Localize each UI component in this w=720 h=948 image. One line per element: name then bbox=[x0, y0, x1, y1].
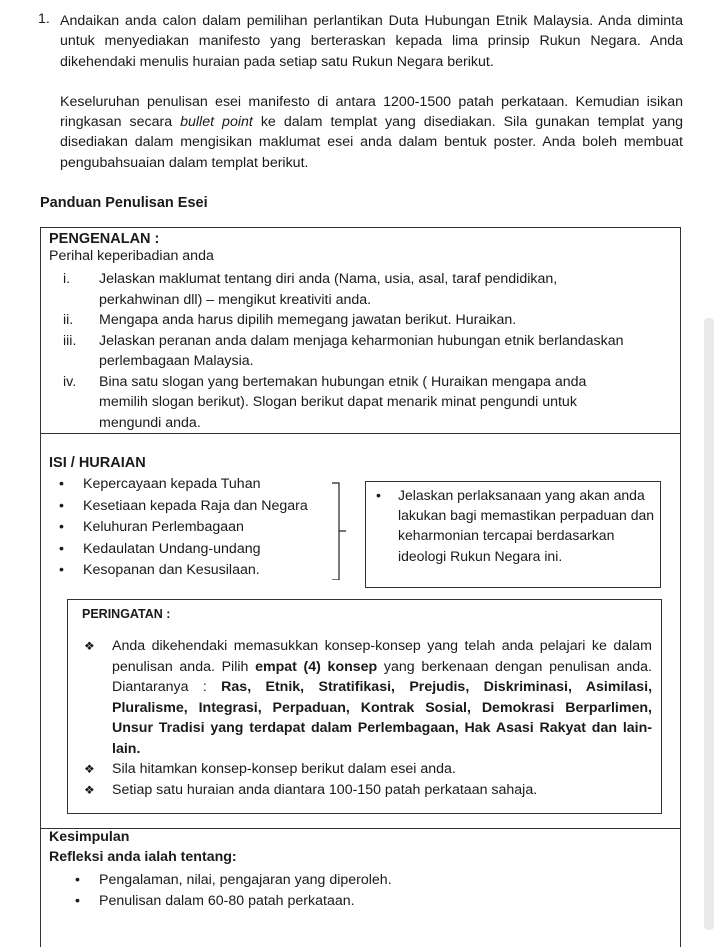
question-1 bbox=[38, 11, 683, 173]
essay-template-table bbox=[40, 227, 681, 947]
intro-section: PENGENALAN : Perihal keperibadian anda i. Jelaskan maklumat tentang diri anda (Nama, usia, asal, taraf pendidikan, perkahwinan dll) – mengikut kreativiti anda. ii. Mengapa anda harus dipilih memegang jawatan berikut. Huraikan. iii. Jelaskan peranan anda dalam menjaga keharmonian hubungan etnik berlandaskan perlembagaan Malaysia. iv. Bina satu slogan yang bertemakan hubungan etnik ( Huraikan mengapa anda memilih slogan berikut). Slogan berikut dapat menarik minat pengundi untuk mengundi anda. bbox=[41, 228, 680, 434]
conclusion-item: • Pengalaman, nilai, pengajaran yang diperoleh. bbox=[71, 870, 392, 891]
conclusion-subtitle: Refleksi anda ialah tentang: bbox=[49, 849, 237, 865]
principles-list bbox=[55, 474, 308, 582]
warning-box: PERINGATAN : ❖ Anda dikehendaki memasukkan konsep-konsep yang telah anda pelajari ke dalam penulisan anda. Pilih empat (4) konsep yang berkenaan dengan penulisan anda. Diantaranya : Ras, Etnik, Stratifikasi, Prejudis, Diskriminasi, Asimilasi, Pluralisme, Integrasi, Perpaduan, Kontrak Sosial, Demokrasi Berparlimen, Unsur Tradisi yang terdapat dalam Perlembagaan, Hak Asasi Rakyat dan lain-lain. ❖ Sila hitamkan konsep-konsep berikut dalam esei anda. ❖ Setiap satu huraian anda diantara 100-150 patah perkataan sahaja. bbox=[67, 599, 662, 814]
question-paragraph-2: Keseluruhan penulisan esei manifesto di antara 1200-1500 patah perkataan. Kemudian isikan ringkasan secara bullet point ke dalam templat yang disediakan. Sila gunakan templat yang disediakan dalam mengisikan maklumat esei anda dalam bentuk poster. Anda boleh membuat pengubahsuaian dalam templat berikut. bbox=[60, 93, 683, 171]
side-note-box bbox=[365, 481, 661, 588]
principle-item: • Kesetiaan kepada Raja dan Negara bbox=[55, 496, 308, 518]
guide-title: Panduan Penulisan Esei bbox=[40, 195, 208, 211]
question-paragraph-1: Andaikan anda calon dalam pemilihan perlantikan Duta Hubungan Etnik Malaysia. Anda diminta untuk menyediakan manifesto yang berteraskan kepada lima prinsip Rukun Negara. Anda dikehendaki menulis huraian pada setiap satu Rukun Negara berikut. bbox=[60, 13, 683, 70]
conclusion-title: Kesimpulan bbox=[49, 829, 130, 845]
conclusion-item: • Penulisan dalam 60-80 patah perkataan. bbox=[71, 891, 392, 912]
side-note-text: Jelaskan perlaksanaan yang akan anda lakukan bagi memastikan perpaduan dan keharmonian tercapai berdasarkan ideologi Rukun Negara ini. bbox=[398, 487, 655, 564]
diamond-bullet-icon: ❖ bbox=[84, 783, 95, 797]
principle-item: • Keluhuran Perlembagaan bbox=[55, 517, 308, 539]
principle-item: • Kedaulatan Undang-undang bbox=[55, 539, 308, 561]
bullet-icon: • bbox=[376, 488, 381, 504]
brace-connector bbox=[331, 482, 347, 580]
diamond-bullet-icon: ❖ bbox=[84, 762, 95, 776]
principle-item: • Kesopanan dan Kesusilaan. bbox=[55, 560, 308, 582]
question-number: 1. bbox=[38, 11, 50, 27]
intro-title: PENGENALAN : bbox=[49, 231, 160, 247]
principle-item: • Kepercayaan kepada Tuhan bbox=[55, 474, 308, 496]
warning-title: PERINGATAN : bbox=[82, 607, 171, 621]
conclusion-section bbox=[41, 828, 680, 948]
conclusion-list bbox=[71, 870, 392, 912]
scrollbar[interactable] bbox=[704, 318, 714, 930]
diamond-bullet-icon: ❖ bbox=[84, 639, 95, 653]
intro-subtitle: Perihal keperibadian anda bbox=[49, 248, 214, 264]
body-title: ISI / HURAIAN bbox=[49, 455, 146, 471]
